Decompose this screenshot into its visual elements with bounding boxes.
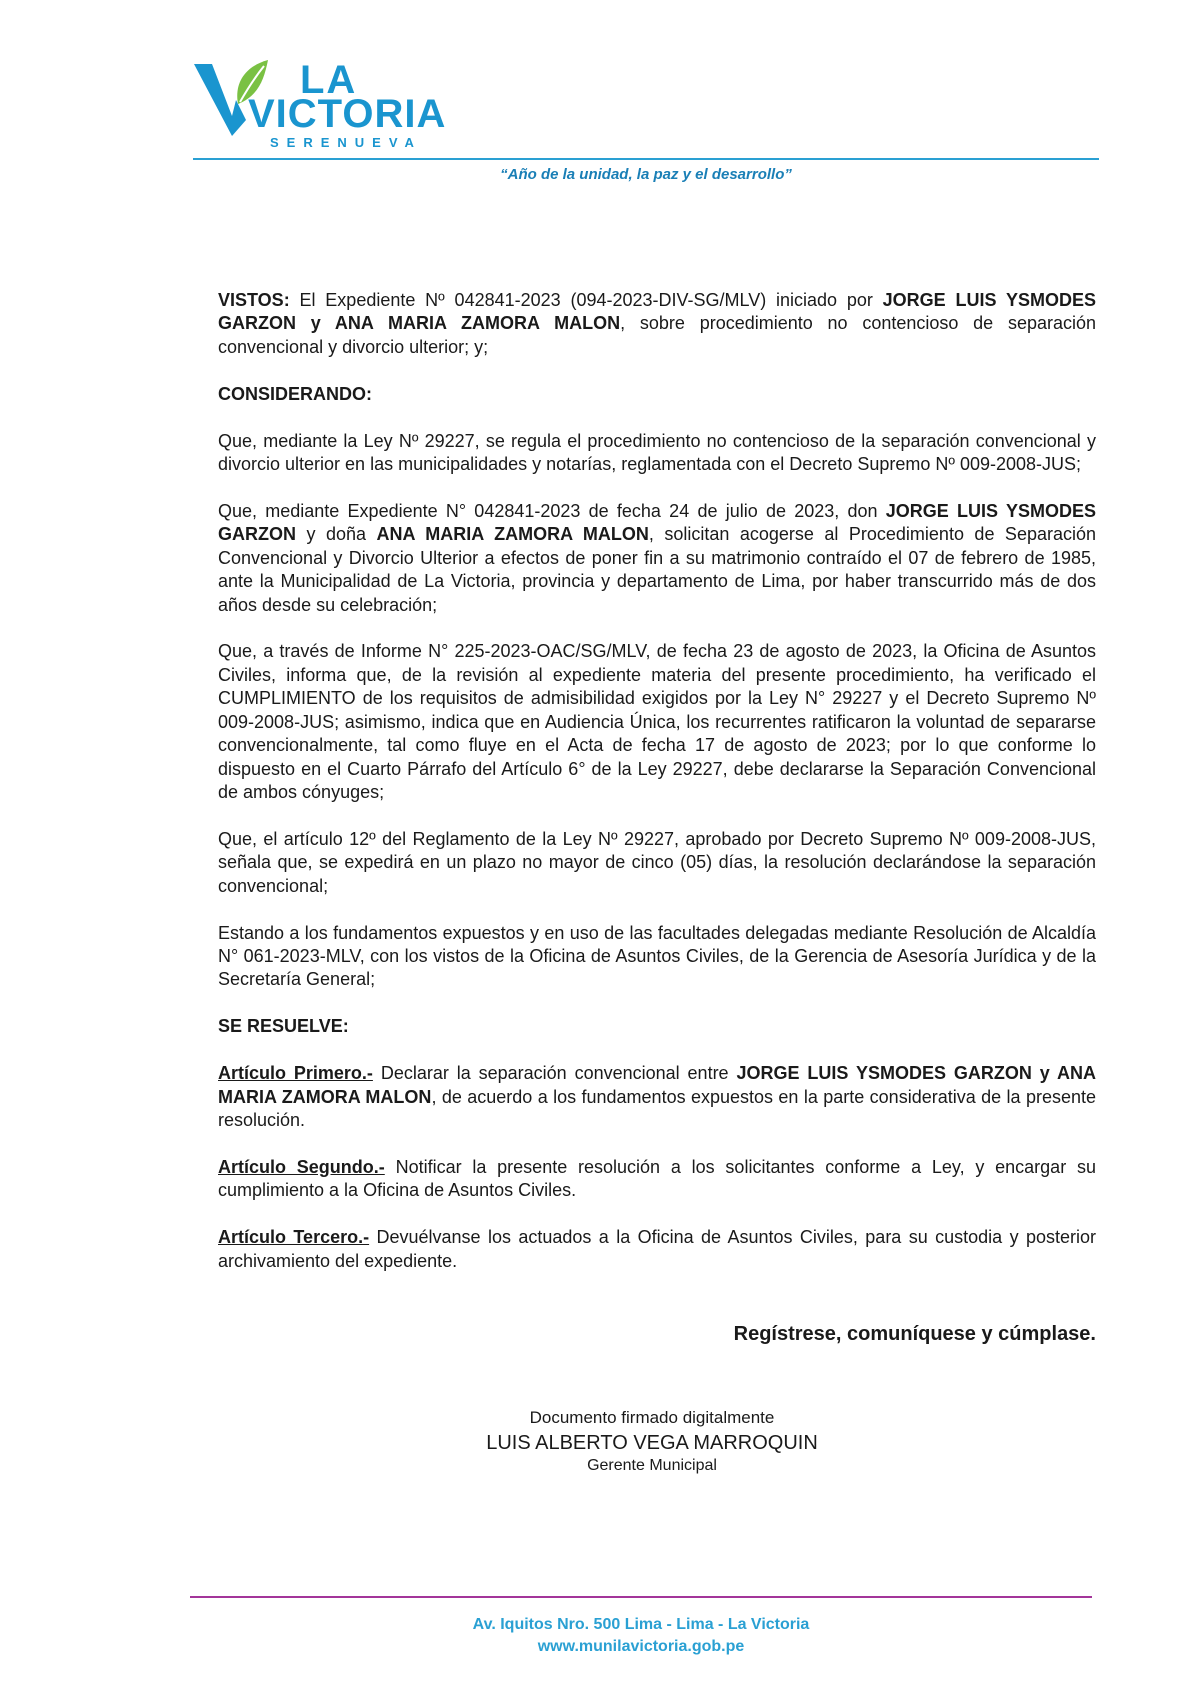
resuelve-heading: SE RESUELVE: — [218, 1016, 349, 1037]
vistos-label: VISTOS: — [218, 290, 290, 310]
vistos-names: JORGE LUIS YSMODES GARZON y ANA MARIA ZAMORA MALON — [218, 290, 1096, 334]
resolution-body — [218, 289, 1096, 1297]
article-1-label: Artículo Primero.- — [218, 1063, 373, 1084]
article-2 — [218, 1156, 1096, 1203]
considerando-paragraph-2 — [218, 500, 1096, 617]
article-1-text: Declarar la separación convencional entre — [372, 1063, 737, 1084]
p2-name-2: ANA MARIA ZAMORA MALON — [376, 524, 649, 545]
article-1 — [218, 1062, 1096, 1132]
considerando-paragraph-4: Que, el artículo 12º del Reglamento de la Ley Nº 29227, aprobado por Decreto Supremo Nº 009-2008-JUS, señala que, se expedirá en un plazo no mayor de cinco (05) días, la resolución declarándose la separación convencional; — [218, 828, 1096, 896]
article-2-label: Artículo Segundo.- — [218, 1156, 385, 1177]
considerando-paragraph-1: Que, mediante la Ley Nº 29227, se regula el procedimiento no contencioso de la separación convencional y divorcio ulterior en las municipalidades y notarías, reglamentada con el Decreto Supremo Nº 009-2008-JUS; — [218, 430, 1096, 475]
vistos-text: El Expediente Nº 042841-2023 (094-2023-DIV-SG/MLV) iniciado por — [289, 290, 883, 310]
considerando-heading: CONSIDERANDO: — [218, 383, 373, 404]
article-3-label: Artículo Tercero.- — [218, 1227, 370, 1248]
article-3 — [218, 1226, 1096, 1273]
p2-name-1: JORGE LUIS YSMODES GARZON — [218, 500, 1096, 545]
vistos-text-end: , sobre procedimiento no contencioso de separación convencional y divorcio ulterior; y; — [218, 313, 1096, 357]
footer-divider — [190, 1596, 1092, 1598]
considerando-paragraph-3: Que, a través de Informe N° 225-2023-OAC/SG/MLV, de fecha 23 de agosto de 2023, la Oficina de Asuntos Civiles, informa que, de la revisión al expediente materia del presente procedimiento, ha verificado el CUMPLIMIENTO de los requisitos de admisibilidad exigidos por la Ley N° 29227 y el Decreto Supremo Nº 009-2008-JUS; asimismo, indica que en Audiencia Única, los recurrentes ratificaron la voluntad de separarse convencionalmente, tal como fluye en el Acta de fecha 17 de agosto de 2023; por lo que conforme lo dispuesto en el Cuarto Párrafo del Artículo 6° de la Ley 29227, debe declararse la Separación Convencional de ambos cónyuges; — [218, 641, 1096, 802]
footer — [190, 1614, 1092, 1658]
digital-signature-note: Documento firmado digitalmente — [529, 1408, 775, 1427]
signer-role: Gerente Municipal — [587, 1457, 717, 1474]
article-1-text-end: , de acuerdo a los fundamentos expuestos en la parte considerativa de la presente resolución. — [218, 1086, 1096, 1130]
article-2-text: Notificar la presente resolución a los solicitantes conforme a Ley, y encargar su cumplimiento a la Oficina de Asuntos Civiles. — [218, 1156, 1096, 1201]
footer-address: Av. Iquitos Nro. 500 Lima - Lima - La Victoria — [472, 1616, 810, 1633]
p2-text: Que, mediante Expediente N° 042841-2023 de fecha 24 de julio de 2023, don — [218, 500, 886, 521]
p2-text-end: , solicitan acogerse al Procedimiento de Separación Convencional y Divorcio Ulterior a efectos de poner fin a su matrimonio contraído el 07 de febrero de 1985, ante la Municipalidad de La Victoria, provincia y departamento de Lima, por haber transcurrido más de dos años desde su celebración; — [218, 524, 1096, 615]
vistos-paragraph — [218, 289, 1096, 359]
year-motto: “Año de la unidad, la paz y el desarrollo” — [500, 166, 792, 183]
logo-text-victoria: VICTORIA — [248, 92, 447, 136]
signer-name: LUIS ALBERTO VEGA MARROQUIN — [486, 1432, 818, 1454]
p2-text-mid: y doña — [296, 524, 377, 545]
closing-formula: Regístrese, comuníquese y cúmplase. — [733, 1323, 1096, 1345]
header-divider — [193, 158, 1099, 160]
article-3-text: Devuélvanse los actuados a la Oficina de Asuntos Civiles, para su custodia y posterior archivamiento del expediente. — [218, 1227, 1096, 1271]
footer-website: www.munilavictoria.gob.pe — [537, 1638, 745, 1655]
municipality-logo — [192, 58, 447, 150]
article-1-names: JORGE LUIS YSMODES GARZON y ANA MARIA ZAMORA MALON — [218, 1063, 1096, 1107]
signature-block — [452, 1408, 852, 1476]
logo-text-la: LA — [300, 58, 358, 102]
logo-tagline: SERENUEVA — [270, 135, 422, 150]
considerando-paragraph-5: Estando a los fundamentos expuestos y en uso de las facultades delegadas mediante Resolución de Alcaldía N° 061-2023-MLV, con los vistos de la Oficina de Asuntos Civiles, de la Gerencia de Asesoría Jurídica y de la Secretaría General; — [218, 922, 1096, 990]
